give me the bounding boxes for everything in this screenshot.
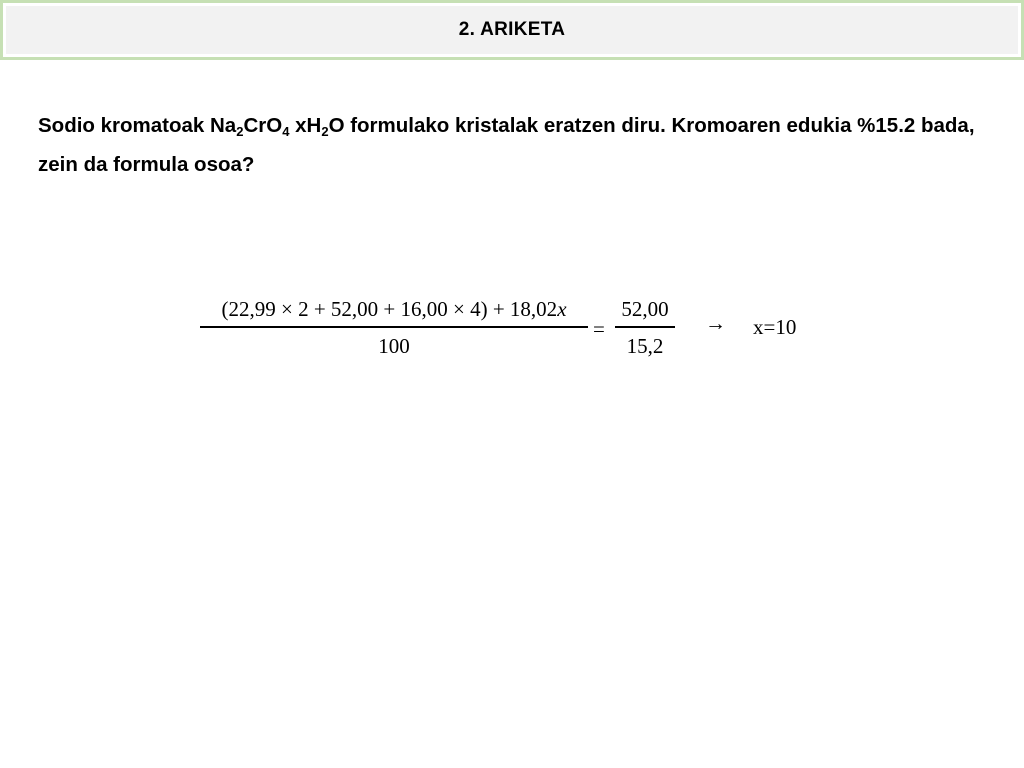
subscript-na: 2 <box>236 124 244 139</box>
left-fraction-bar <box>200 326 588 328</box>
right-denominator: 15,2 <box>626 333 664 358</box>
subscript-o: 4 <box>282 124 290 139</box>
right-numerator: 52,00 <box>621 297 669 321</box>
left-numerator <box>200 297 588 322</box>
slide-title: 2. ARIKETA <box>458 19 566 40</box>
left-fraction <box>200 297 588 359</box>
left-numerator-expression: (22,99 × 2 + 52,00 + 16,00 × 4) + 18,02 <box>221 297 558 321</box>
result: x=10 <box>753 315 797 339</box>
problem-statement <box>38 106 988 184</box>
variable-x: x <box>557 297 567 321</box>
equals-sign: = <box>593 317 605 341</box>
title-inner <box>6 6 1018 54</box>
right-fraction <box>615 297 675 359</box>
problem-text-1: Sodio kromatoak Na <box>38 114 237 137</box>
subscript-h: 2 <box>321 124 329 139</box>
problem-text-4: O formulako kristalak eratzen diru. Kromoaren edukia %15.2 bada, zein da formula osoa? <box>38 114 975 176</box>
problem-text-2: CrO <box>243 114 283 137</box>
right-fraction-bar <box>615 326 675 328</box>
equation <box>200 293 840 373</box>
left-denominator: 100 <box>378 333 410 358</box>
problem-text-3: xH <box>289 114 322 137</box>
title-bar <box>0 0 1024 60</box>
right-arrow-icon: → <box>705 311 726 335</box>
